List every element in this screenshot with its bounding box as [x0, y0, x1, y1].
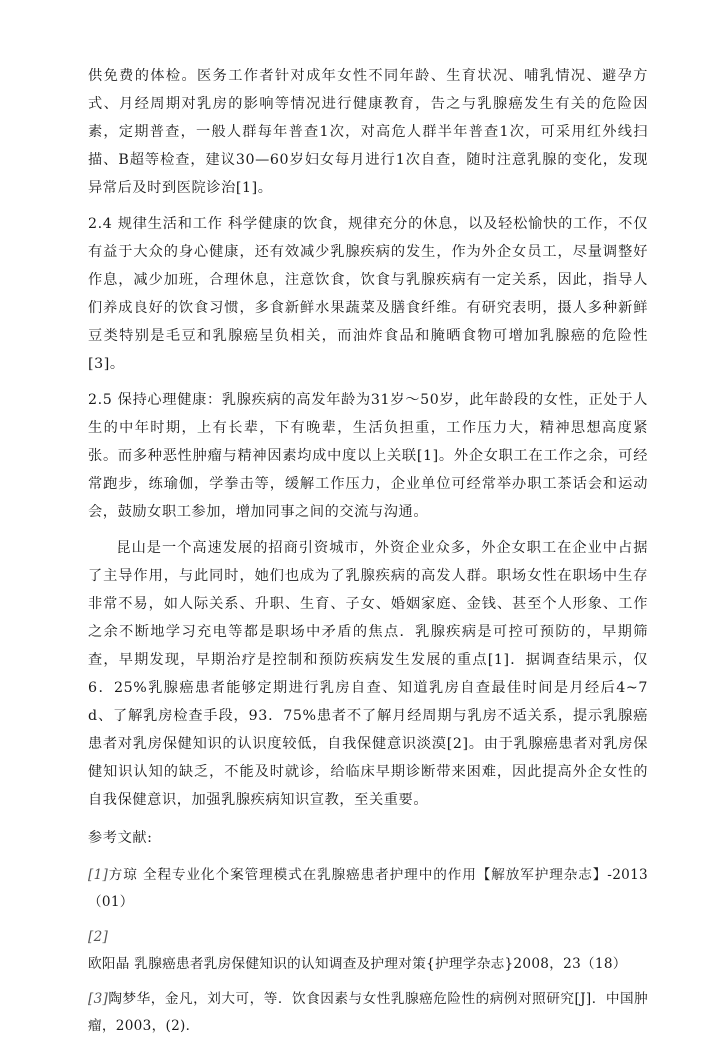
document-page [88, 62, 654, 1048]
reference-number: [1] [88, 867, 109, 883]
reference-item-3 [88, 986, 648, 1040]
reference-item-2 [88, 924, 648, 978]
reference-item-1 [88, 862, 648, 916]
paragraph-mental-health: 2.5 保持心理健康：乳腺疾病的高发年龄为31岁～50岁，此年龄段的女性，正处于人生的中年时期，上有长辈，下有晚辈，生活负担重，工作压力大，精神思想高度紧张。而多种恶性肿瘤与精神因素均成中度以上关联[1]。外企女职工在工作之余，可经常跑步，练瑜伽，学拳击等，缓解工作压力，企业单位可经常举办职工茶话会和运动会，鼓励女职工参加，增加同事之间的交流与沟通。 [88, 392, 648, 520]
paragraph-regular-life: 2.4 规律生活和工作 科学健康的饮食，规律充分的休息，以及轻松愉快的工作，不仅有益于大众的身心健康，还有效减少乳腺疾病的发生，作为外企女员工，尽量调整好作息，减少加班，合理休息，注意饮食，饮食与乳腺疾病有一定关系，因此，指导人们养成良好的饮食习惯，多食新鲜水果蔬菜及膳食纤维。有研究表明，摄人多种新鲜豆类特别是毛豆和乳腺癌呈负相关，而油炸食品和腌晒食物可增加乳腺癌的危险性[3]。 [88, 216, 648, 372]
reference-text: 欧阳晶 乳腺癌患者乳房保健知识的认知调查及护理对策{护理学杂志}2008，23（18） [88, 956, 627, 972]
paragraph-health-exam: 供免费的体检。医务工作者针对成年女性不同年龄、生育状况、哺乳情况、避孕方式、月经周期对乳房的影响等情况进行健康教育，告之与乳腺癌发生有关的危险因素，定期普查，一般人群每年普查1次，对高危人群半年普查1次，可采用红外线扫描、B超等检查，建议30—60岁妇女每月进行1次自查，随时注意乳腺的变化，发现异常后及时到医院诊治[1]。 [88, 68, 648, 196]
references-heading: 参考文献: [88, 830, 153, 846]
paragraph-conclusion: 昆山是一个高速发展的招商引资城市，外资企业众多，外企女职工在企业中占据了主导作用，与此同时，她们也成为了乳腺疾病的高发人群。职场女性在职场中生存非常不易，如人际关系、升职、生育、子女、婚姻家庭、金钱、甚至个人形象、工作之余不断地学习充电等都是职场中矛盾的焦点．乳腺疾病是可控可预防的，早期筛查，早期发现，早期治疗是控制和预防疾病发生发展的重点[1]．据调查结果示，仅6．25%乳腺癌患者能够定期进行乳房自查、知道乳房自查最佳时间是月经后4~7 d、了解乳房检查手段，93．75%患者不了解月经周期与乳房不适关系，提示乳腺癌患者对乳房保健知识的认识度较低，自我保健意识淡漠[2]。由于乳腺癌患者对乳房保健知识认知的缺乏，不能及时就诊，给临床早期诊断带来困难，因此提高外企女性的自我保健意识，加强乳腺疾病知识宣教，至关重要。 [88, 540, 654, 808]
reference-text: 陶梦华，金凡，刘大可，等．饮食因素与女性乳腺癌危险性的病例对照研究[J]．中国肿瘤，2003，(2)． [88, 991, 648, 1034]
reference-number: [2] [88, 929, 109, 945]
reference-text: 方琼 全程专业化个案管理模式在乳腺癌患者护理中的作用【解放军护理杂志】-2013（01） [88, 867, 648, 910]
reference-number: [3] [88, 991, 109, 1007]
